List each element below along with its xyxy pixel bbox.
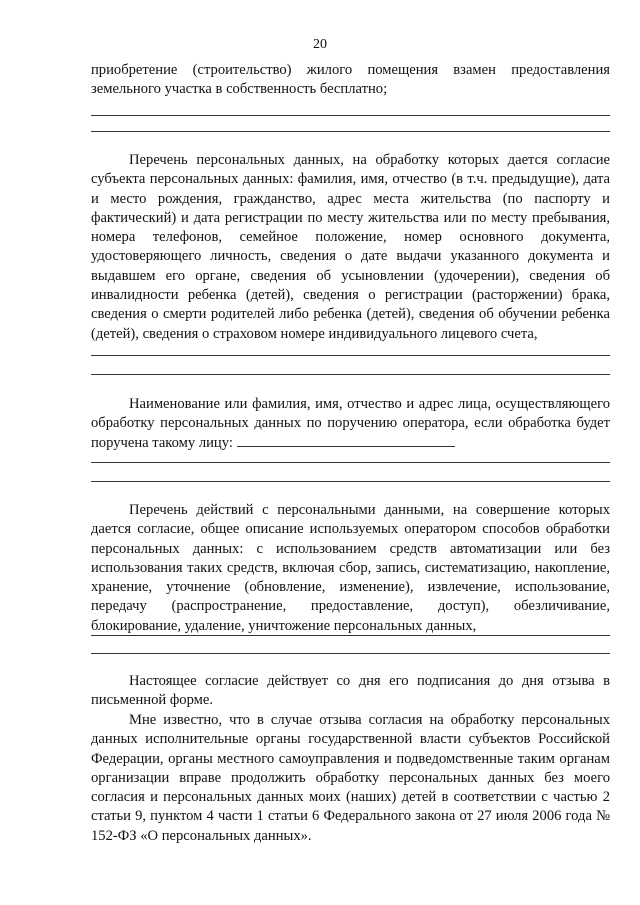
blank-line[interactable]: [91, 653, 610, 654]
page-number: 20: [313, 37, 327, 52]
blank-line[interactable]: [91, 355, 610, 356]
paragraph-processor-name: [91, 395, 610, 453]
paragraph-withdrawal-notice: Мне известно, что в случае отзыва согласия на обработку персональных данных исполнительные органы государственной власти субъектов Российской Федерации, органы местного самоуправления и подведомственные таким органам организации вправе продолжить обработку персональных данных без моего согласия и персональных данных моих (наших) детей в соответствии с частью 2 статьи 9, пунктом 4 части 1 статьи 6 Федерального закона от 27 июля 2006 года № 152-ФЗ «О персональных данных».: [91, 712, 610, 844]
processor-name-text: Наименование или фамилия, имя, отчество и адрес лица, осуществляющего обработку персональных данных по поручению оператора, если обработка будет поручена такому лицу:: [91, 396, 610, 451]
blank-line[interactable]: [91, 462, 610, 463]
paragraph-land-plot: приобретение (строительство) жилого помещения взамен предоставления земельного участка в собственность бесплатно;: [91, 62, 610, 98]
paragraph-personal-data-list: Перечень персональных данных, на обработку которых дается согласие субъекта персональных данных: фамилия, имя, отчество (в т.ч. предыдущие), дата и место рождения, гражданство, адрес места жительства (по паспорту и фактический) и дата регистрации по месту жительства или по месту пребывания, номера телефонов, семейное положение, номер основного документа, удостоверяющего личность, сведения о дате выдачи указанного документа и выдавшем его органе, сведения об усыновлении (удочерении), сведения об инвалидности ребенка (детей), сведения о регистрации (расторжении) брака, сведения о смерти родителей либо ребенка (детей), сведения об обучении ребенка (детей), сведения о страховом номере индивидуального лицевого счета,: [91, 152, 610, 342]
processor-name-blank[interactable]: [237, 434, 455, 447]
blank-line[interactable]: [91, 635, 610, 636]
blank-line[interactable]: [91, 115, 610, 116]
paragraph-consent-validity: Настоящее согласие действует со дня его подписания до дня отзыва в письменной форме.: [91, 673, 610, 709]
blank-line[interactable]: [91, 374, 610, 375]
blank-line[interactable]: [91, 131, 610, 132]
blank-line[interactable]: [91, 481, 610, 482]
paragraph-actions-list: Перечень действий с персональными данными, на совершение которых дается согласие, общее описание используемых оператором способов обработки персональных данных: с использованием средств автоматизации или без использования таких средств, включая сбор, запись, систематизацию, накопление, хранение, уточнение (обновление, изменение), извлечение, использование, передачу (распространение, предоставление, доступ), обезличивание, блокирование, удаление, уничтожение персональных данных,: [91, 502, 610, 634]
